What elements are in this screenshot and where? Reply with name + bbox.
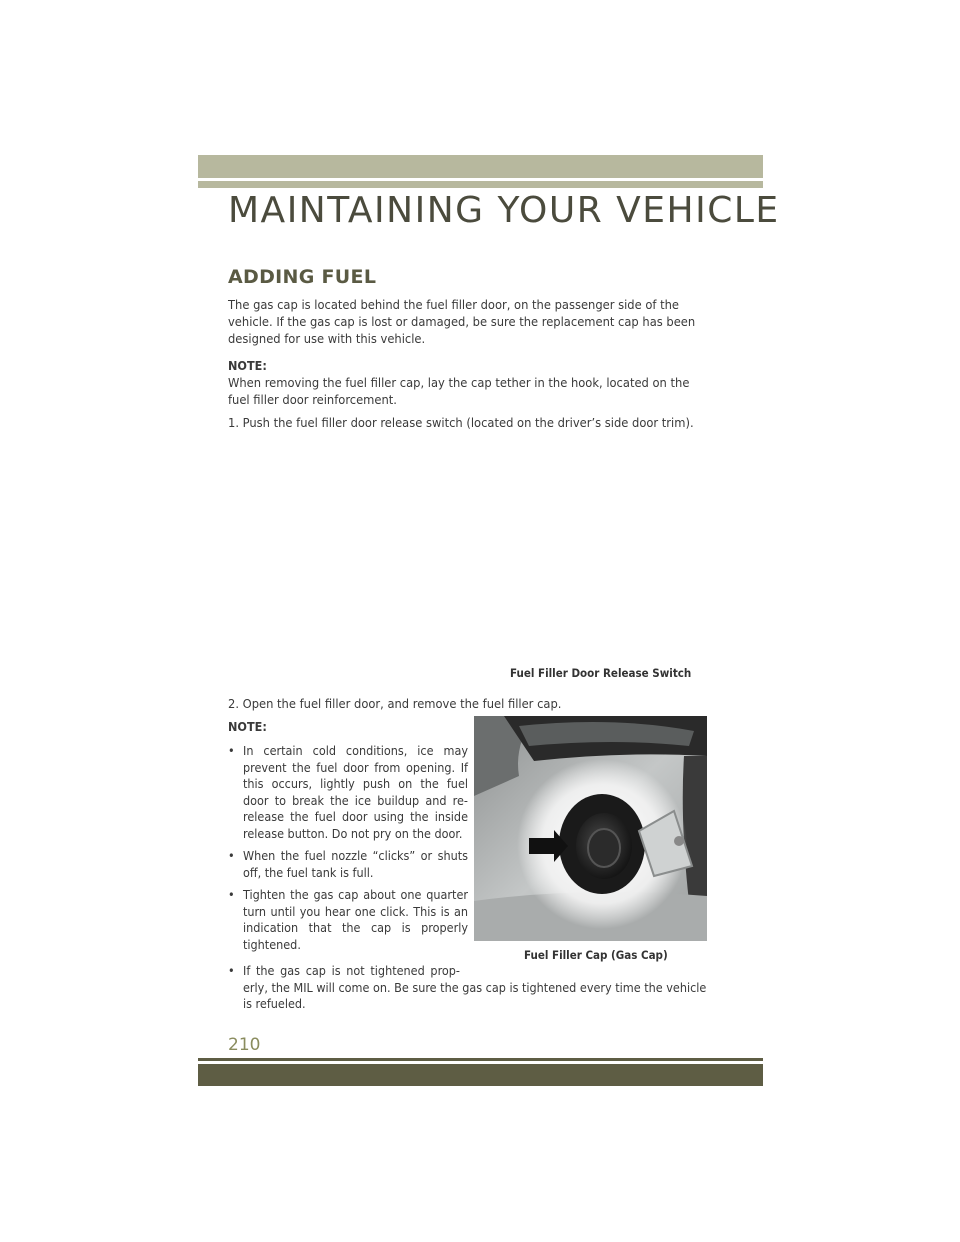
bullet-icon: •: [228, 848, 235, 863]
footer-line: [198, 1058, 763, 1061]
fuel-cap-photo: [474, 716, 707, 941]
list-item-text: When the fuel nozzle “clicks” or shuts off, the fuel tank is full.: [243, 848, 468, 880]
figure-caption: Fuel Filler Door Release Switch: [510, 666, 692, 680]
page-number: 210: [228, 1035, 261, 1055]
bullet-icon: •: [228, 743, 235, 758]
bullet-icon: •: [228, 963, 235, 978]
figure-caption: Fuel Filler Cap (Gas Cap): [524, 948, 668, 962]
list-item-text: In certain cold conditions, ice may prevent the fuel door from opening. If this occurs, lightly push on the fuel door to break the ice buildup and re-release the fuel door using the inside release button. Do not pry on the door.: [243, 743, 468, 841]
note-label: NOTE:: [228, 719, 267, 734]
list-item: [228, 848, 468, 881]
note-label: NOTE:: [228, 358, 267, 373]
list-item-text: If the gas cap is not tightened prop-: [243, 963, 460, 978]
note-bullet-list: [228, 743, 468, 959]
header-bar: [198, 155, 763, 178]
bullet-icon: •: [228, 887, 235, 902]
intro-paragraph: The gas cap is located behind the fuel filler door, on the passenger side of the vehicle. If the gas cap is lost or damaged, be sure the replacement cap has been designed for use with this vehicle.: [228, 298, 696, 347]
list-item: [228, 743, 468, 842]
list-item: [228, 887, 468, 953]
header-bar-thin: [198, 181, 763, 188]
note-text: When removing the fuel filler cap, lay the cap tether in the hook, located on the fuel filler door reinforcement.: [228, 376, 690, 408]
footer-bar: [198, 1064, 763, 1086]
page-heading: ADDING FUEL: [228, 266, 377, 288]
step-2: 2. Open the fuel filler door, and remove the fuel filler cap.: [228, 697, 562, 712]
section-title: MAINTAINING YOUR VEHICLE: [228, 190, 780, 231]
list-item-text: erly, the MIL will come on. Be sure the gas cap is tightened every time the vehicle is refueled.: [243, 979, 707, 1011]
list-item: [228, 963, 718, 1013]
list-item-text: Tighten the gas cap about one quarter turn until you hear one click. This is an indication that the cap is properly tightened.: [243, 887, 468, 952]
step-1: 1. Push the fuel filler door release switch (located on the driver’s side door trim).: [228, 416, 694, 431]
